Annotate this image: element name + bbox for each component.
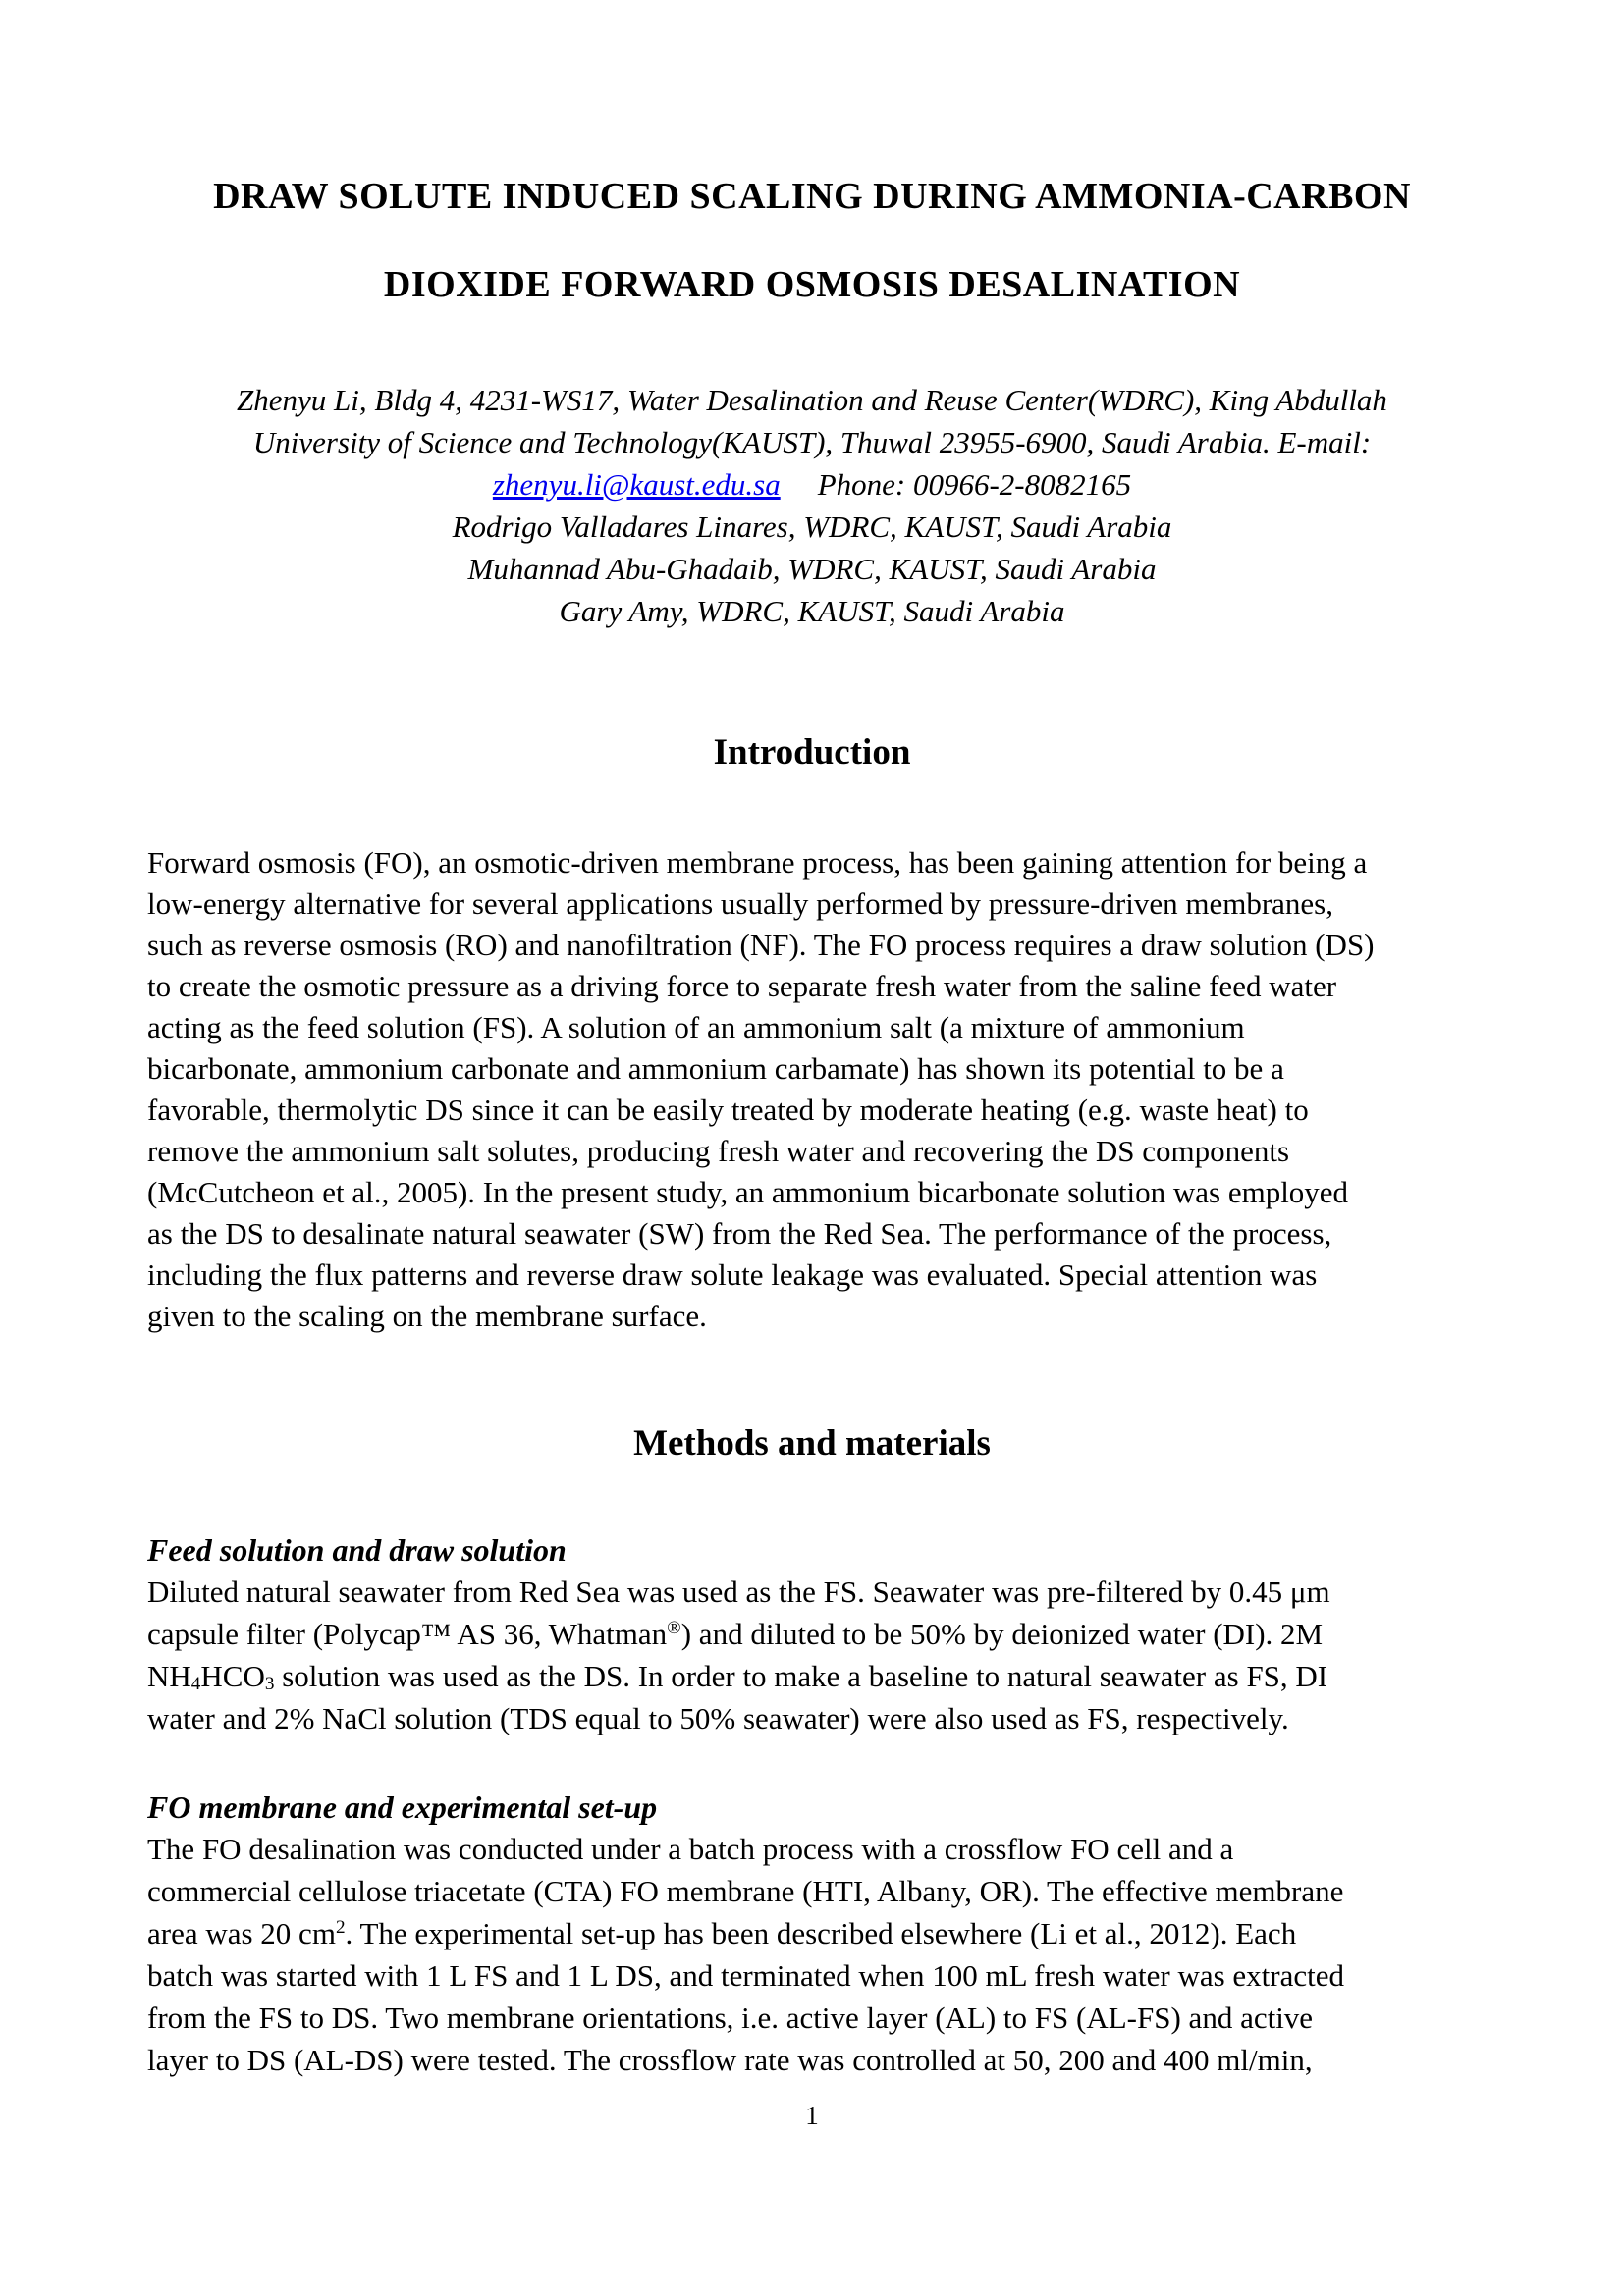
text-line bbox=[147, 1090, 1488, 1131]
text-line bbox=[147, 1048, 1488, 1090]
author-line-4: Gary Amy, WDRC, KAUST, Saudi Arabia bbox=[559, 594, 1065, 628]
fo-membrane-subheading: FO membrane and experimental set-up bbox=[147, 1789, 658, 1825]
author-block bbox=[0, 379, 1624, 632]
author-affiliation-line-2: University of Science and Technology(KAUST), Thuwal 23955-6900, Saudi Arabia. E-mail: bbox=[252, 425, 1372, 459]
paper-title-line-2: DIOXIDE FORWARD OSMOSIS DESALINATION bbox=[383, 264, 1241, 305]
text-segment: including the flux patterns and reverse draw solute leakage was evaluated. Special attention was bbox=[147, 1257, 1318, 1292]
introduction-paragraph bbox=[147, 842, 1488, 1337]
text-line bbox=[147, 1131, 1488, 1172]
feed-solution-subheading: Feed solution and draw solution bbox=[147, 1532, 567, 1568]
text-line bbox=[147, 1828, 1488, 1870]
text-line bbox=[147, 1954, 1488, 1997]
introduction-heading: Introduction bbox=[713, 732, 911, 773]
text-segment: acting as the feed solution (FS). A solution of an ammonium salt (a mixture of ammonium bbox=[147, 1010, 1245, 1044]
author-line-3: Muhannad Abu-Ghadaib, WDRC, KAUST, Saudi Arabia bbox=[467, 552, 1157, 586]
subscript-text: 4 bbox=[190, 1674, 201, 1695]
author-affiliation-line-1: Zhenyu Li, Bldg 4, 4231-WS17, Water Desalination and Reuse Center(WDRC), King Abdullah bbox=[237, 383, 1387, 417]
text-line bbox=[147, 1213, 1488, 1255]
phone-text: Phone: 00966-2-8082165 bbox=[817, 467, 1132, 502]
text-segment: solution was used as the DS. In order to make a baseline to natural seawater as FS, DI bbox=[274, 1659, 1328, 1693]
text-line bbox=[147, 966, 1488, 1007]
text-line bbox=[147, 2039, 1488, 2081]
text-segment: The FO desalination was conducted under a batch process with a crossflow FO cell and a bbox=[147, 1832, 1234, 1866]
methods-heading: Methods and materials bbox=[633, 1423, 991, 1464]
text-segment: bicarbonate, ammonium carbonate and ammonium carbamate) has shown its potential to be a bbox=[147, 1051, 1284, 1086]
email-link[interactable]: zhenyu.li@kaust.edu.sa bbox=[492, 467, 781, 502]
text-line bbox=[147, 925, 1488, 966]
paper-title-line-1: DRAW SOLUTE INDUCED SCALING DURING AMMONIA-CARBON bbox=[213, 176, 1411, 217]
text-line bbox=[147, 1613, 1488, 1655]
subscript-text: 3 bbox=[264, 1674, 275, 1695]
text-line bbox=[147, 842, 1488, 883]
text-segment: given to the scaling on the membrane surface. bbox=[147, 1299, 707, 1333]
text-segment: commercial cellulose triacetate (CTA) FO membrane (HTI, Albany, OR). The effective membrane bbox=[147, 1874, 1344, 1908]
author-line-2: Rodrigo Valladares Linares, WDRC, KAUST, Saudi Arabia bbox=[452, 509, 1172, 544]
text-segment: water and 2% NaCl solution (TDS equal to 50% seawater) were also used as FS, respectively. bbox=[147, 1701, 1289, 1735]
text-segment: capsule filter (Polycap™ AS 36, Whatman bbox=[147, 1617, 668, 1651]
page-number: 1 bbox=[805, 2101, 819, 2130]
text-segment: NH bbox=[147, 1659, 191, 1693]
fo-membrane-paragraph bbox=[147, 1828, 1488, 2081]
text-segment: batch was started with 1 L FS and 1 L DS, and terminated when 100 mL fresh water was extracted bbox=[147, 1958, 1344, 1993]
text-line bbox=[147, 1697, 1488, 1739]
text-line bbox=[147, 1172, 1488, 1213]
text-segment: remove the ammonium salt solutes, producing fresh water and recovering the DS components bbox=[147, 1134, 1290, 1168]
text-segment: to create the osmotic pressure as a driving force to separate fresh water from the saline feed water bbox=[147, 969, 1337, 1003]
text-segment: favorable, thermolytic DS since it can be easily treated by moderate heating (e.g. waste heat) to bbox=[147, 1093, 1309, 1127]
text-line bbox=[147, 1255, 1488, 1296]
text-segment: ) and diluted to be 50% by deionized water (DI). 2M bbox=[680, 1617, 1324, 1651]
text-segment: Diluted natural seawater from Red Sea was used as the FS. Seawater was pre-filtered by 0.45 μm bbox=[147, 1575, 1330, 1609]
text-segment: HCO bbox=[200, 1659, 265, 1693]
text-line bbox=[147, 883, 1488, 925]
text-line bbox=[147, 1870, 1488, 1912]
text-segment: Forward osmosis (FO), an osmotic-driven membrane process, has been gaining attention for being a bbox=[147, 845, 1368, 880]
text-line bbox=[147, 1997, 1488, 2039]
text-line bbox=[147, 1912, 1488, 1954]
text-line bbox=[147, 1571, 1488, 1613]
text-segment: (McCutcheon et al., 2005). In the present study, an ammonium bicarbonate solution was employed bbox=[147, 1175, 1349, 1209]
text-line bbox=[147, 1655, 1488, 1697]
text-line bbox=[147, 1007, 1488, 1048]
text-segment: as the DS to desalinate natural seawater (SW) from the Red Sea. The performance of the process, bbox=[147, 1216, 1332, 1251]
text-segment: from the FS to DS. Two membrane orientations, i.e. active layer (AL) to FS (AL-FS) and active bbox=[147, 2001, 1314, 2035]
text-segment: . The experimental set-up has been described elsewhere (Li et al., 2012). Each bbox=[345, 1916, 1297, 1950]
superscript-text: 2 bbox=[335, 1917, 346, 1939]
text-segment: such as reverse osmosis (RO) and nanofiltration (NF). The FO process requires a draw solution (DS) bbox=[147, 928, 1375, 962]
text-line bbox=[147, 1296, 1488, 1337]
feed-solution-paragraph bbox=[147, 1571, 1488, 1739]
author-contact-line bbox=[0, 463, 1624, 506]
text-segment: layer to DS (AL-DS) were tested. The crossflow rate was controlled at 50, 200 and 400 ml/min, bbox=[147, 2043, 1313, 2077]
text-segment: area was 20 cm bbox=[147, 1916, 336, 1950]
text-segment: low-energy alternative for several applications usually performed by pressure-driven membranes, bbox=[147, 886, 1333, 921]
superscript-text: ® bbox=[667, 1618, 681, 1639]
